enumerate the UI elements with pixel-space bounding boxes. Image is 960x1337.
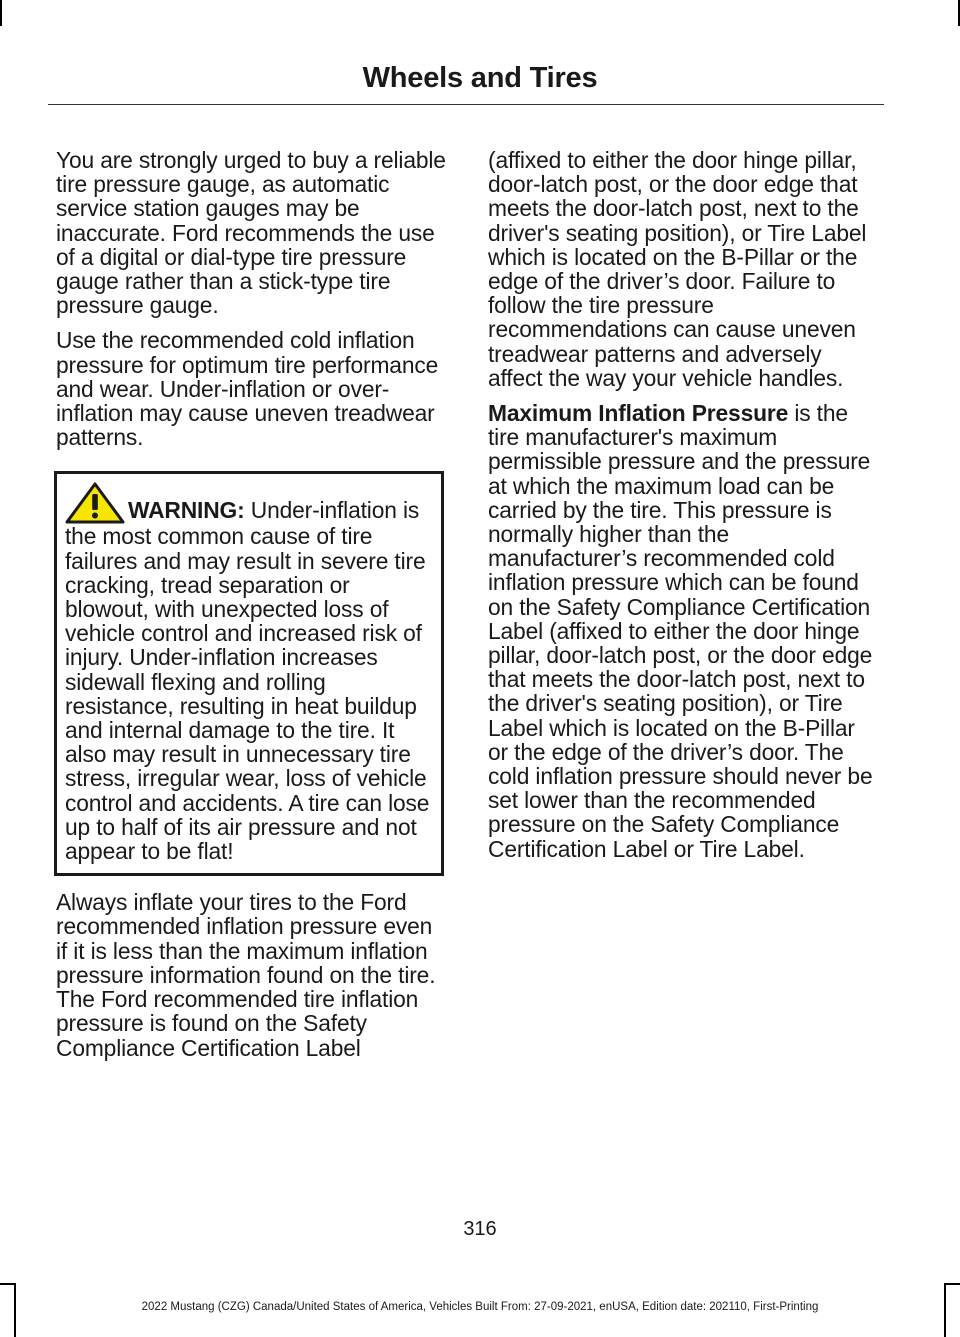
paragraph-cold-inflation: Use the recommended cold inflation pressure for optimum tire performance and wear. Under-inflation or over-inflation may cause uneven treadwear patterns. <box>56 327 439 451</box>
maximum-inflation-definition: is the tire manufacturer's maximum permissible pressure and the pressure at which the maximum load can be carried by the tire. This pressure is normally higher than the manufacturer’s recommended cold inflation pressure which can be found on the Safety Compliance Certification Label (affixed to either the door hinge pillar, door-latch post, or the door edge that meets the door-latch post, next to the driver's seating position), or Tire Label which is located on the B-Pillar or the edge of the driver’s door. The cold inflation pressure should never be set lower than the recommended pressure on the Safety Compliance Certification Label or Tire Label. <box>488 400 873 862</box>
page-number: 316 <box>463 1218 497 1240</box>
paragraph-label-location: (affixed to either the door hinge pillar, door-latch post, or the door edge that meets the door-latch post, next to the driver's seating position), or Tire Label which is located on the B-Pillar or the edge of the driver’s door. Failure to follow the tire pressure recommendations can cause uneven treadwear patterns and adversely affect the way your vehicle handles. <box>488 147 867 391</box>
left-column <box>56 148 446 1071</box>
paragraph-always-inflate: Always inflate your tires to the Ford recommended inflation pressure even if it is less than the maximum inflation pressure information found on the tire. The Ford recommended tire inflation pressure is found on the Safety Compliance Certification Label <box>56 889 436 1061</box>
warning-triangle-icon <box>65 482 127 524</box>
crop-mark-bottom-right <box>946 1283 960 1285</box>
warning-label: WARNING: <box>128 497 245 524</box>
crop-mark-bottom-left <box>0 1283 14 1285</box>
page-title: Wheels and Tires <box>362 62 598 94</box>
term-maximum-inflation-pressure: Maximum Inflation Pressure <box>488 400 789 427</box>
crop-mark-top-left <box>0 0 2 26</box>
title-divider <box>48 104 884 105</box>
warning-paragraph <box>65 482 434 863</box>
warning-box <box>54 471 444 876</box>
paragraph-maximum-inflation <box>488 401 878 861</box>
footer-edition-info: 2022 Mustang (CZG) Canada/United States of America, Vehicles Built From: 27-09-2021, enUSA, Edition date: 202110, First-Printing <box>141 1301 819 1313</box>
paragraph-gauge-advice: You are strongly urged to buy a reliable tire pressure gauge, as automatic service station gauges may be inaccurate. Ford recommends the use of a digital or dial-type tire pressure gauge rather than a stick-type tire pressure gauge. <box>56 147 446 319</box>
warning-text: Under-inflation is the most common cause of tire failures and may result in severe tire cracking, tread separation or blowout, with unexpected loss of vehicle control and increased risk of injury. Under-inflation increases sidewall flexing and rolling resistance, resulting in heat buildup and internal damage to the tire. It also may result in unnecessary tire stress, irregular wear, loss of vehicle control and accidents. A tire can lose up to half of its air pressure and not appear to be flat! <box>65 497 430 865</box>
right-column <box>488 148 878 872</box>
